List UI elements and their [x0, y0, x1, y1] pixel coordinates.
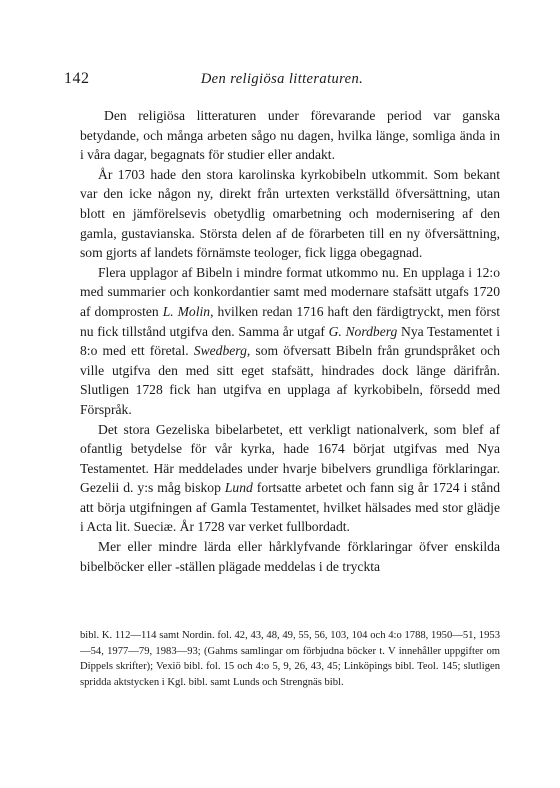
italic-name: Swedberg [193, 343, 247, 359]
running-title: Den religiösa litteraturen. [200, 71, 364, 87]
italic-name: Lund [224, 480, 253, 496]
text-run: Nya Testamentet i 8:o med ett företal. [80, 323, 500, 359]
text-run: Flera upplagor af Bibeln i mindre format utkommo nu. En upplaga i 12:o med summarier och konkordantier samt med modernare stafsätt utgafs 1720 af domprosten [80, 264, 500, 319]
page-header [64, 70, 500, 92]
text-run: Den religiösa litteraturen under förevarande period var ganska betydande, och många arbeten sågo nu dagen, hvilka länge, somliga ända in i våra dagar, begagnats för studier eller andakt. [80, 108, 500, 163]
paragraph [80, 165, 500, 263]
footnote: bibl. K. 112—114 samt Nordin. fol. 42, 43, 48, 49, 55, 56, 103, 104 och 4:o 1788, 1950—51, 1953—54, 1977—79, 1983—93; (Gahms samlingar om förbjudna böcker t. V innehåller uppgifter om Dippels skrifter); Vexiö bibl. fol. 15 och 4:o 5, 9, 26, 43, 45; Linköpings bibl. Teol. 145; slutligen spridda aktstycken i Kgl. bibl. samt Lunds och Strengnäs bibl. [80, 630, 500, 688]
italic-name: G. Nordberg [328, 323, 398, 339]
text-run: Mer eller mindre lärda eller hårklyfvande förklaringar öfver enskilda bibelböcker eller -ställen plägade meddelas i de tryckta [80, 539, 500, 574]
body-text [80, 106, 500, 576]
text-run: fortsatte arbetet och fann sig år 1724 i stånd att börja utgifningen af Gamla Testamentet, hvilket hälsades med stor glädje i Acta lit. Sueciæ. År 1728 var verket fullbordadt. [80, 480, 500, 535]
text-run: , som öfversatt Bibeln från grundspråket och ville utgifva den med sitt eget stafsätt, hindrades dock länge därifrån. Slutligen 1728 fick han utgifva en upplaga af kyrkobibeln, försedd med Förspråk. [80, 343, 500, 417]
italic-name: L. Molin [162, 303, 211, 319]
text-run: , hvilken redan 1716 haft den färdigtryckt, men först nu fick tillstånd utgifva den. Samma år utgaf [80, 303, 501, 339]
paragraph [80, 106, 500, 165]
text-run: Det stora Gezeliska bibelarbetet, ett verkligt nationalverk, som blef af ofantlig betydelse för vår kyrka, hade 1674 börjat utgifvas med Nya Testamentet. Här meddelades under hvarje bibelvers grundliga förklaringar. Gezelii d. y:s måg biskop [80, 421, 500, 496]
paragraph [80, 420, 500, 538]
text-run: År 1703 hade den stora karolinska kyrkobibeln utkommit. Som bekant var den icke någon ny, direkt från urtexten verkställd öfversättning, utan blott en jämförelsevis obetydlig omarbetning och modernisering af den gamla, gustavianska. Största delen af de förarbeten till en ny öfversättning, som gjorts af landets förnämste teologer, fick ligga obegagnad. [80, 166, 500, 261]
paragraph [80, 537, 500, 576]
page-number: 142 [64, 70, 90, 87]
paragraph [80, 263, 500, 420]
